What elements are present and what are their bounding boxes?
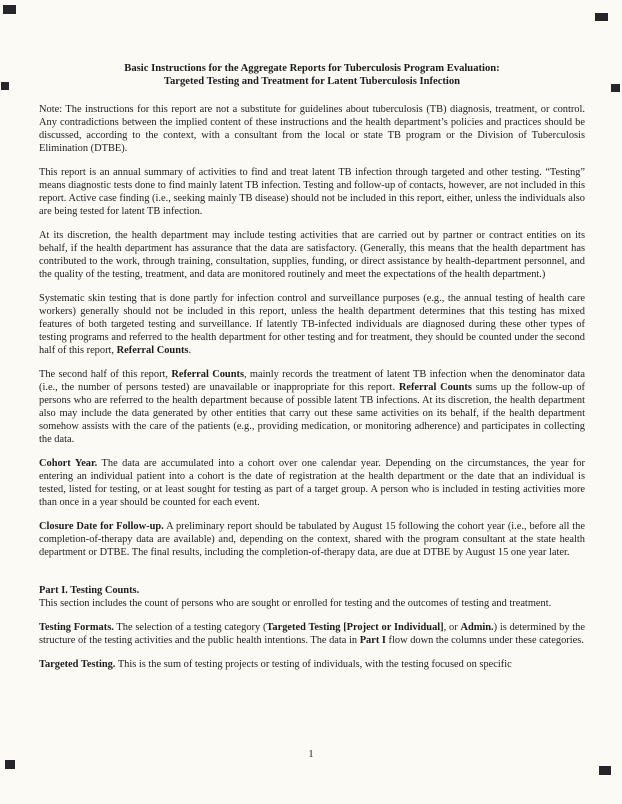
referral-end-text: sums up the follow-up of persons who are referred to the health department because of possible latent TB infections. At its discretion, the health department also may include the data generated by other entities that carry out these same activities on its behalf, if the health department somehow assists with the care of the patients (e.g., providing medication, or monitoring adherence) and participates in collecting the data. bbox=[39, 382, 585, 445]
targeted-testing-term: Targeted Testing. bbox=[39, 659, 116, 670]
targeted-testing-text: This is the sum of testing projects or testing of individuals, with the testing focused on specific bbox=[115, 659, 512, 670]
part1-intro bbox=[39, 597, 585, 610]
paragraph-note bbox=[39, 103, 585, 155]
paragraph-discretion bbox=[39, 229, 585, 281]
testing-formats-text-2: , or bbox=[443, 622, 461, 633]
report-summary-text: This report is an annual summary of activities to find and treat latent TB infection through targeted and other testing. “Testing” means diagnostic tests done to find mainly latent TB infection. Testing and follow-up of contacts, however, are not included in this report. Active case finding (i.e., seeking mainly TB disease) should not be included in this report, either, unless the individuals also are being tested for latent TB infection. bbox=[39, 167, 585, 217]
sentence-end: . bbox=[188, 345, 192, 356]
paragraph-cohort-year bbox=[39, 457, 585, 509]
referral-intro-text: The second half of this report, bbox=[39, 369, 172, 380]
testing-formats-text-3: ) is determined by the structure of the testing activities and the public health intentions. The data in bbox=[39, 622, 585, 646]
paragraph-testing-formats bbox=[39, 621, 585, 647]
scan-artifact-bottom-left bbox=[5, 760, 15, 769]
paragraph-systematic-testing bbox=[39, 292, 585, 357]
scan-artifact-right-edge bbox=[611, 84, 620, 92]
scan-artifact-top-left bbox=[3, 5, 16, 14]
closure-date-text: A preliminary report should be tabulated by August 15 following the cohort year (i.e., before all the completion-of-therapy data are available) and, depending on the context, shared with the program consultant at the state health department or DTBE. The final results, including the completion-of-therapy data, are due at DTBE by August 15 one year later. bbox=[39, 521, 585, 558]
referral-counts-term: Referral Counts bbox=[398, 382, 472, 393]
document-title bbox=[39, 62, 585, 88]
testing-formats-text-1: The selection of a testing category ( bbox=[113, 622, 267, 633]
part1-heading-text: Part I. Testing Counts. bbox=[39, 585, 140, 596]
part1-intro-text: This section includes the count of persons who are sought or enrolled for testing and the outcomes of testing and treatment. bbox=[39, 598, 552, 609]
cohort-year-term: Cohort Year. bbox=[39, 458, 98, 469]
title-line-1: Basic Instructions for the Aggregate Reports for Tuberculosis Program Evaluation: bbox=[124, 63, 500, 74]
cohort-year-text: The data are accumulated into a cohort over one calendar year. Depending on the circumstances, the year for entering an individual patient into a cohort is the date of registration at the health department or the date that an individual is tested, listed for testing, or at least sought for testing as part of a target group. A person who is included in testing activities more than once in a year should be counted for each event. bbox=[39, 458, 585, 508]
referral-middle-text: , mainly records the treatment of latent TB infection when the denominator data (i.e., the number of persons tested) are unavailable or inappropriate for this report. bbox=[39, 369, 585, 393]
referral-counts-term: Referral Counts bbox=[171, 369, 244, 380]
part1-term: Part I bbox=[359, 635, 386, 646]
paragraph-closure-date bbox=[39, 520, 585, 559]
title-line-2: Targeted Testing and Treatment for Latent Tuberculosis Infection bbox=[163, 76, 461, 87]
page-number: 1 bbox=[308, 749, 314, 760]
testing-formats-term: Testing Formats. bbox=[39, 622, 114, 633]
scan-artifact-top-right bbox=[595, 13, 608, 21]
paragraph-referral-counts bbox=[39, 368, 585, 446]
discretion-text: At its discretion, the health department may include testing activities that are carried out by partner or contract entities on its behalf, if the health department has assurance that the data are satisfactory. (Generally, this means that the health department has contributed to the work, through training, consultation, supplies, funding, or direct assistance by health-department personnel, and the quality of the testing, treatment, and data are monitored routinely and meet the expectations of the health department.) bbox=[39, 230, 585, 280]
admin-term: Admin. bbox=[460, 622, 494, 633]
scan-artifact-bottom-right bbox=[599, 766, 611, 775]
systematic-testing-text: Systematic skin testing that is done partly for infection control and surveillance purposes (e.g., the annual testing of health care workers) generally should not be included in this report, unless the health department determines that this testing has mixed features of both targeted testing and surveillance. If latently TB-infected individuals are diagnosed during these other types of testing programs and referred to the health department for other testing and for treatment, they should be counted under the second half of this report, bbox=[39, 293, 585, 356]
testing-formats-text-4: flow down the columns under these categories. bbox=[385, 635, 584, 646]
referral-counts-term: Referral Counts bbox=[116, 345, 189, 356]
paragraph-report-summary bbox=[39, 166, 585, 218]
note-text: Note: The instructions for this report are not a substitute for guidelines about tuberculosis (TB) diagnosis, treatment, or control. Any contradictions between the implied content of these instructions and the health department’s policies and practices should be discussed, according to the context, with a consultant from the local or state TB program or the Division of Tuberculosis Elimination (DTBE). bbox=[39, 104, 585, 154]
targeted-testing-term: Targeted Testing [Project or Individual] bbox=[266, 622, 444, 633]
paragraph-targeted-testing bbox=[39, 658, 585, 671]
part1-heading bbox=[39, 584, 585, 597]
scan-artifact-left-edge bbox=[1, 82, 9, 90]
closure-date-term: Closure Date for Follow-up. bbox=[39, 521, 164, 532]
